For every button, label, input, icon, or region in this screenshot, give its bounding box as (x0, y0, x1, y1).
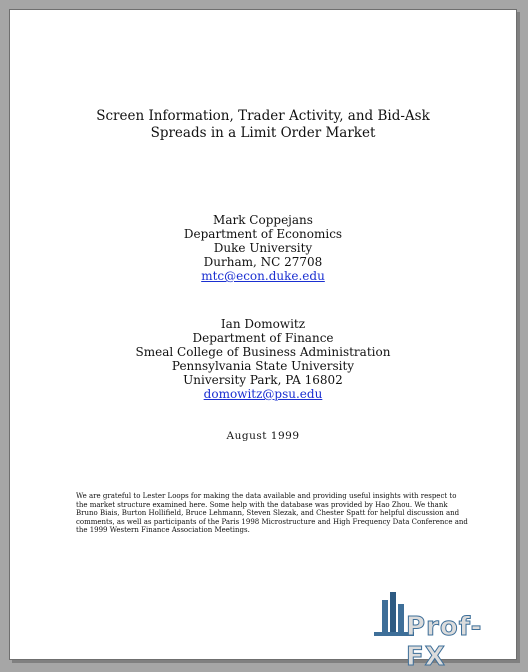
paper-title (10, 108, 516, 142)
watermark-text: Prof-FX (406, 612, 483, 672)
acknowledgement-footnote: We are grateful to Lester Loops for making the data available and providing useful insights with respect to the market structure examined here. Some help with the database was provided by Hao Zhou. We thank Bruno Biais, Burton Hollifield, Bruce Lehmann, Steven Slezak, and Chester Spatt for helpful discussion and comments, as well as participants of the Paris 1998 Microstructure and High Frequency Data Conference and the 1999 Western Finance Association Meetings. (76, 492, 468, 535)
author-email-link[interactable]: domowitz@psu.edu (203, 387, 323, 401)
author-institution: Smeal College of Business Administration (135, 345, 391, 359)
prof-fx-watermark-logo (372, 588, 512, 672)
paper-date: August 1999 (226, 430, 300, 442)
title-line-1: Screen Information, Trader Activity, and Bid-Ask (96, 108, 430, 124)
author-institution: Duke University (213, 241, 313, 255)
author-block-1 (10, 213, 516, 283)
title-line-2: Spreads in a Limit Order Market (150, 125, 376, 141)
author-name: Ian Domowitz (220, 317, 306, 331)
author-department: Department of Economics (183, 227, 343, 241)
author-name: Mark Coppejans (213, 213, 313, 227)
author-address: Durham, NC 27708 (203, 255, 323, 269)
author-email-link[interactable]: mtc@econ.duke.edu (201, 269, 325, 283)
author-block-2 (10, 317, 516, 401)
author-department: Department of Finance (192, 331, 334, 345)
author-address-line-1: Pennsylvania State University (171, 359, 355, 373)
author-address-line-2: University Park, PA 16802 (183, 373, 343, 387)
document-page (9, 9, 517, 672)
